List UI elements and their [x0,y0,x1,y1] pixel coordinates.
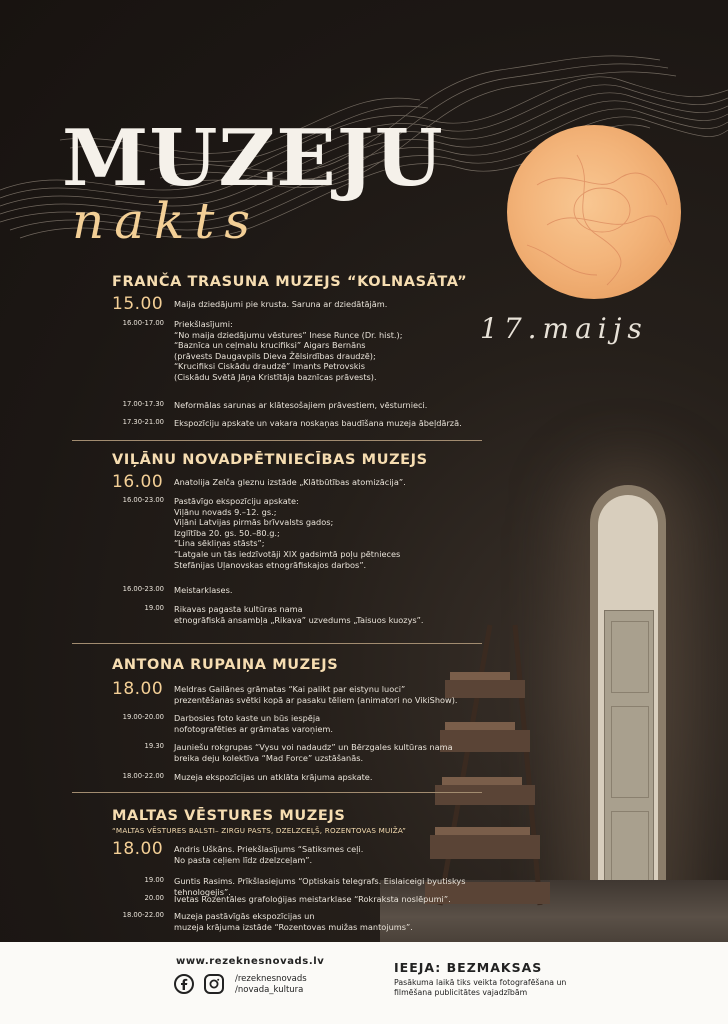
event-description: Rikavas pagasta kultūras nama etnogrāfiskā ansambļa „Rikava” uzvedums „Taisuos kuozys”. [174,604,424,625]
event-time: 18.00-22.00 [122,772,164,780]
event-description: Maija dziedājumi pie krusta. Saruna ar dziedātājām. [174,299,388,309]
event-time: 17.00-17.30 [122,400,164,408]
event-description: Priekšlasījumi: “No maija dziedājumu vēstures” Inese Runce (Dr. hist.); “Baznīca un ceļmalu krucifiksi” Aigars Bernāns (prāvests Daugavpils Dieva Žēlsirdības draudzē); “Krucifiksi Ciskādu draudzē” Imants Petrovskis (Ciskādu Svētā Jāņa Kristītāja baznīcas prāvests). [174,319,403,382]
section-maltas [112,808,484,932]
event-time: 19.00 [144,876,164,884]
event-date: 17.maijs [480,312,648,345]
event-time: 16.00-23.00 [122,585,164,593]
event-time: 20.00 [144,894,164,902]
event-time: 18.00 [112,679,164,699]
section-title: VIĻĀNU NOVADPĒTNIECĪBAS MUZEJS [112,452,428,468]
event-description: Jauniešu rokgrupas “Vysu voi nadaudz” un Bērzgales kultūras nama breika deju kolektīva “Mad Force” uzstāšanās. [174,742,453,763]
instagram-handle[interactable]: /novada_kultura [235,985,304,995]
event-description: Muzeja ekspozīcijas un atklāta krājuma apskate. [174,772,373,782]
event-description: Ekspozīciju apskate un vakara noskaņas baudīšana muzeja ābeļdārzā. [174,418,462,428]
event-description: Andris Uškāns. Priekšlasījums “Satiksmes ceļi. No pasta ceļiem līdz dzelzceļam”. [174,844,364,865]
section-kolnasata [112,274,484,428]
event-time: 16.00-17.00 [122,319,164,327]
event-description: Pastāvīgo ekspozīciju apskate: Viļānu novads 9.–12. gs.; Viļāni Latvijas pirmās brīvvalsts gados; Izglītība 20. gs. 50.–80.g.; “Lina sēkliņas stāsts”; “Latgale un tās iedzīvotāji XIX gadsimtā poļu pētnieces Stefānijas Uļanovskas etnogrāfiskajos darbos”. [174,496,401,570]
event-time: 19.00 [144,604,164,612]
event-description: Neformālas sarunas ar klātesošajiem prāvestiem, vēsturnieci. [174,400,428,410]
facebook-icon[interactable] [174,974,194,994]
instagram-icon[interactable] [204,974,224,994]
event-description: Muzeja pastāvīgās ekspozīcijas un muzeja krājuma izstāde “Rozentovas muižas mantojums”. [174,911,413,932]
section-title: MALTAS VĒSTURES MUZEJS [112,808,346,824]
moon-decoration [507,125,681,299]
event-description: Meldras Gailānes grāmatas “Kai palikt par eistynu luoci” prezentēšanas svētki kopā ar pasaku tēliem (animatori no VikiShow). [174,684,458,705]
section-vilani [112,452,484,625]
poster-title-script: nakts [72,192,261,250]
section-divider [72,792,482,793]
section-title: ANTONA RUPAIŅA MUZEJS [112,657,339,673]
event-time: 16.00-23.00 [122,496,164,504]
website-link[interactable]: www.rezeknesnovads.lv [176,956,325,967]
event-description: Darbosies foto kaste un būs iespēja nofotografēties ar grāmatas varoņiem. [174,713,333,734]
social-handles [235,974,307,996]
section-divider [72,643,482,644]
poster-title: MUZEJU [62,113,444,204]
section-rupaina [112,657,484,782]
section-divider [72,440,482,441]
publicity-note: Pasākuma laikā tiks veikta fotografēšana un filmēšana publicitātes vajadzībām [394,978,567,997]
event-description: Meistarklases. [174,585,233,595]
event-time: 18.00 [112,839,164,859]
event-time: 19.00-20.00 [122,713,164,721]
event-time: 15.00 [112,294,164,314]
event-time: 19.30 [144,742,164,750]
entry-notice: IEEJA: BEZMAKSAS [394,960,543,975]
event-description: Ivetas Rozentāles grafoloģijas meistarklase “Rokraksta noslēpumi”. [174,894,451,904]
event-time: 18.00-22.00 [122,911,164,919]
event-description: Anatolija Zelča gleznu izstāde „Klātbūtības atomizācija”. [174,477,406,487]
event-time: 17.30-21.00 [122,418,164,426]
section-title: FRANČA TRASUNA MUZEJS “KOLNASĀTA” [112,274,468,290]
footer [0,942,728,1024]
event-description: Guntis Rasims. Prīkšlasiejums “Optiskais telegrafs. Eislaiceigi byutiskys tehnologejis”. [174,876,466,897]
facebook-handle[interactable]: /rezeknesnovads [235,974,307,984]
event-time: 16.00 [112,472,164,492]
section-subtitle: “MALTAS VĒSTURES BALSTI– ZIRGU PASTS, DZELZCEĻŠ, ROZENTOVAS MUIŽA” [112,826,407,835]
